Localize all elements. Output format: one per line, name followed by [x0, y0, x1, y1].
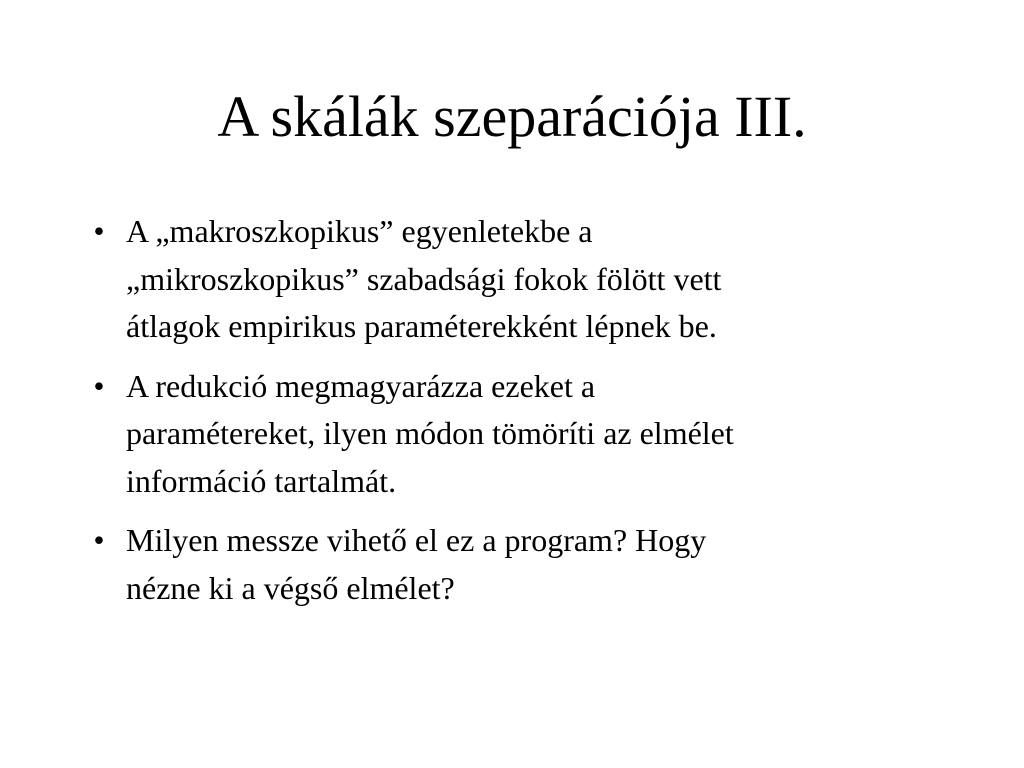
bullet-text-line: „mikroszkopikus” szabadsági fokok fölött vett — [126, 260, 722, 297]
bullet-text-line: paramétereket, ilyen módon tömöríti az elmélet — [126, 415, 734, 451]
slide-title: A skálák szeparációja III. — [217, 84, 807, 149]
bullet-text-line: információ tartalmát. — [126, 462, 397, 499]
bullet-text-line: Milyen messze vihető el ez a program? Hogy — [126, 522, 707, 558]
bullet-text-line: átlagok empirikus paraméterekként lépnek be. — [126, 308, 717, 344]
bullet-icon: • — [93, 213, 105, 249]
bullet-list — [86, 208, 916, 624]
bullet-item-2 — [86, 363, 916, 506]
bullet-icon: • — [93, 367, 105, 404]
bullet-item-1 — [86, 208, 916, 351]
bullet-text-line: A „makroszkopikus” egyenletekbe a — [126, 213, 593, 249]
bullet-text-line: nézne ki a végső elmélet? — [126, 569, 455, 606]
bullet-text-line: A redukció megmagyarázza ezeket a — [126, 367, 596, 404]
bullet-item-3 — [86, 517, 916, 612]
bullet-icon: • — [93, 522, 105, 558]
